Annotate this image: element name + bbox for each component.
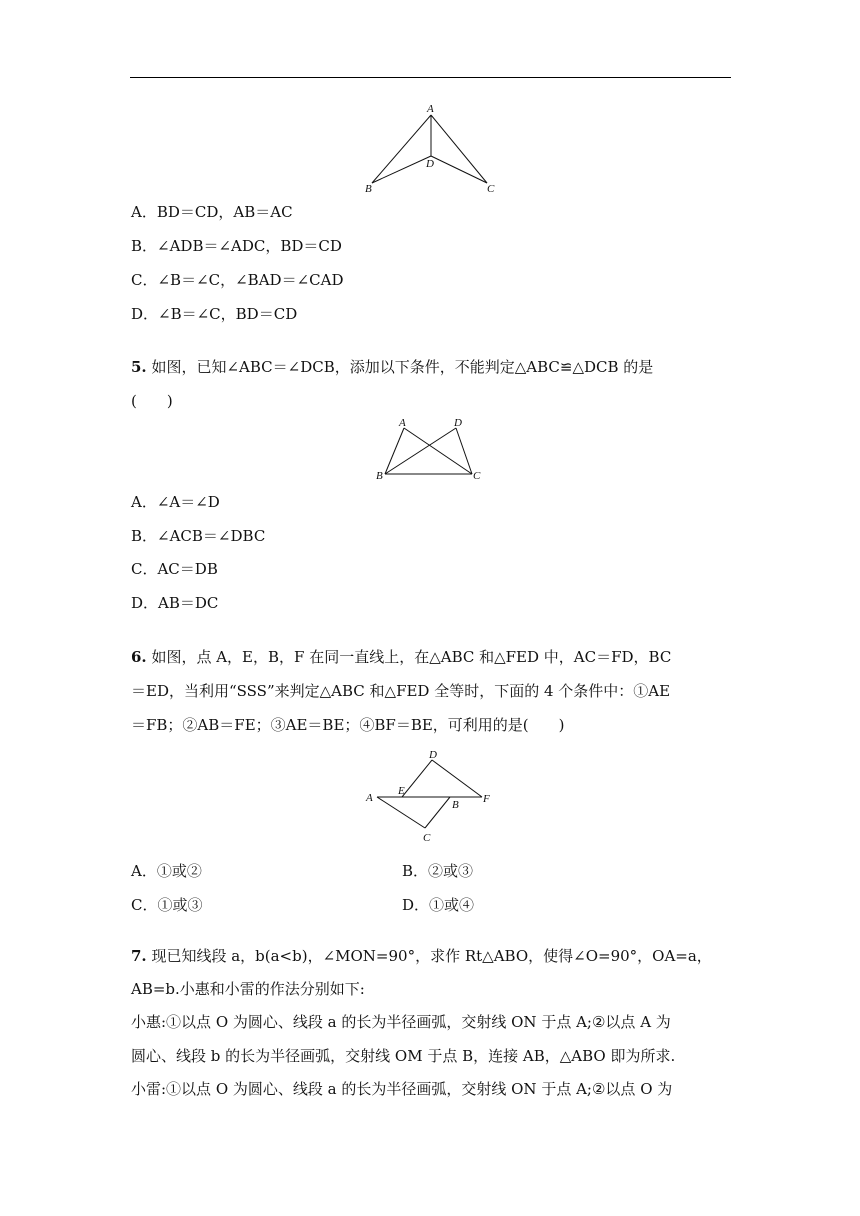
q4-seg-ab	[372, 115, 431, 183]
q6-figure	[362, 746, 502, 846]
q5-label-a: A	[399, 417, 406, 429]
q6-label-f: F	[483, 793, 490, 805]
q6-label-b: B	[452, 799, 459, 811]
q6-stem-line3: ＝FB；②AB＝FE；③AE＝BE；④BF＝BE，可利用的是( )	[131, 716, 565, 734]
q4-option-a: A．BD＝CD，AB＝AC	[131, 203, 293, 221]
q5-label-b: B	[376, 470, 383, 482]
q6-label-a: A	[366, 792, 373, 804]
q6-label-d: D	[429, 749, 437, 761]
q7-line1-text: 现已知线段 a，b(a<b)，∠MON=90°，求作 Rt△ABO，使得∠O=90°，OA=a，	[151, 947, 712, 965]
q5-seg-cd	[456, 428, 472, 474]
q6-option-a: A．①或②	[131, 862, 202, 880]
q5-stem-text: 如图，已知∠ABC＝∠DCB，添加以下条件，不能判定△ABC≌△DCB 的是	[151, 358, 654, 376]
q4-label-c: C	[487, 183, 495, 195]
q7-line1	[131, 946, 712, 966]
q6-label-e: E	[398, 785, 405, 797]
q4-option-b: B．∠ADB＝∠ADC，BD＝CD	[131, 237, 342, 255]
q5-label-c: C	[473, 470, 481, 482]
q6-stem-line2: ＝ED，当利用“SSS”来判定△ABC 和△FED 全等时，下面的 4 个条件中：①AE	[131, 682, 671, 700]
q4-label-a: A	[427, 103, 434, 115]
q7-line5: 小雷:①以点 O 为圆心、线段 a 的长为半径画弧，交射线 ON 于点 A;②以点 O 为	[131, 1080, 673, 1098]
q6-option-b: B．②或③	[402, 862, 474, 880]
q7-number: 7.	[131, 947, 147, 965]
q5-number: 5.	[131, 358, 147, 376]
q6-label-c: C	[423, 832, 431, 844]
q5-stem-line2: ( )	[131, 392, 173, 410]
q4-seg-bd	[372, 156, 431, 183]
q4-label-b: B	[365, 183, 372, 195]
q5-label-d: D	[454, 417, 462, 429]
q4-option-c: C．∠B＝∠C，∠BAD＝∠CAD	[131, 271, 344, 289]
q5-option-c: C．AC＝DB	[131, 560, 218, 578]
q6-seg-ed	[402, 760, 432, 797]
q5-stem-line1	[131, 357, 653, 377]
q6-seg-df	[432, 760, 482, 797]
q5-seg-ba	[385, 428, 404, 474]
q6-option-d: D．①或④	[402, 896, 475, 914]
q6-seg-ac	[377, 797, 425, 828]
q4-option-d: D．∠B＝∠C，BD＝CD	[131, 305, 298, 323]
q6-option-c: C．①或③	[131, 896, 203, 914]
q4-seg-cd	[431, 156, 487, 183]
q4-seg-ac	[431, 115, 487, 183]
q5-seg-ac	[404, 428, 472, 474]
q6-seg-cb	[425, 797, 450, 828]
q7-line4: 圆心、线段 b 的长为半径画弧，交射线 OM 于点 B，连接 AB，△ABO 即为所求.	[131, 1047, 676, 1065]
header-rule	[130, 77, 731, 78]
q5-option-a: A．∠A＝∠D	[131, 493, 220, 511]
q4-figure	[360, 100, 505, 195]
q5-figure	[372, 414, 492, 486]
q6-stem-line1	[131, 647, 671, 667]
q7-line3: 小惠:①以点 O 为圆心、线段 a 的长为半径画弧，交射线 ON 于点 A;②以点 A 为	[131, 1013, 671, 1031]
q6-number: 6.	[131, 648, 147, 666]
q5-option-d: D．AB＝DC	[131, 594, 219, 612]
q5-option-b: B．∠ACB＝∠DBC	[131, 527, 266, 545]
q4-label-d: D	[426, 158, 434, 170]
q5-seg-bd	[385, 428, 456, 474]
q6-stem-text: 如图，点 A，E，B，F 在同一直线上，在△ABC 和△FED 中，AC＝FD，BC	[151, 648, 672, 666]
q7-line2: AB=b.小惠和小雷的作法分别如下:	[131, 980, 365, 998]
